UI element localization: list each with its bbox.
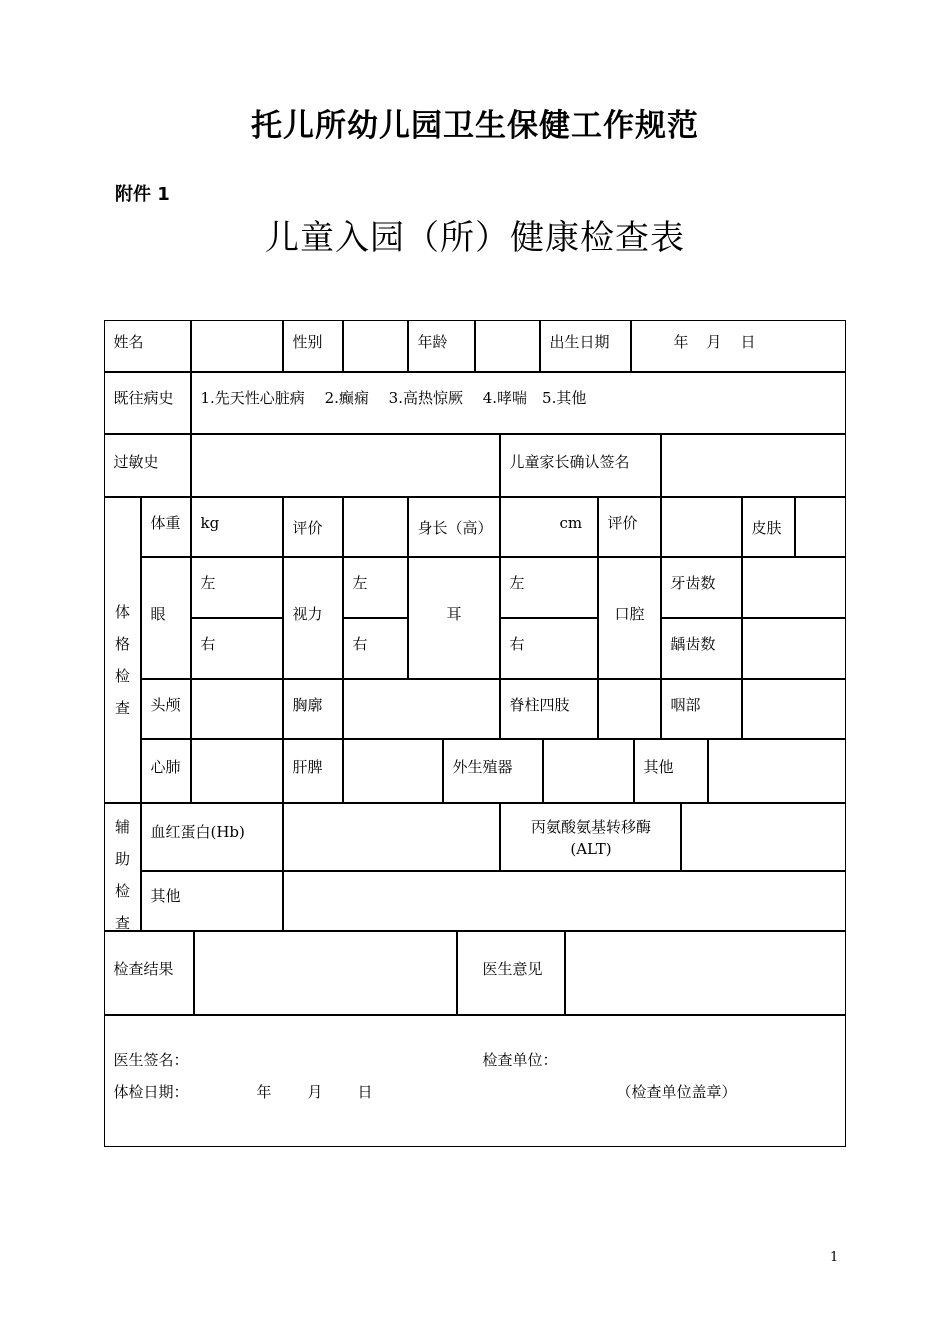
teeth-label: 牙齿数 — [670, 573, 716, 592]
ear-left-label: 左 — [509, 573, 525, 592]
exam-date-label: 体检日期： — [113, 1082, 189, 1101]
gender-field[interactable] — [343, 320, 408, 372]
eval2-label: 评价 — [607, 513, 638, 532]
eval1-label: 评价 — [292, 518, 323, 537]
heart-lung-label: 心肺 — [150, 757, 181, 776]
document-title: 托儿所幼儿园卫生保健工作规范 — [251, 108, 699, 144]
alt-abbr: (ALT) — [570, 839, 612, 858]
ear-label-cell — [408, 557, 500, 679]
vision-label: 视力 — [292, 604, 323, 623]
eye-label: 眼 — [150, 604, 166, 623]
doctor-sign-label: 医生签名： — [113, 1050, 189, 1069]
ear-right-field[interactable] — [500, 618, 598, 679]
vision-left-label: 左 — [352, 573, 368, 592]
pharynx-label-cell — [661, 679, 742, 739]
spine-field[interactable] — [598, 679, 661, 739]
pharynx-label: 咽部 — [670, 695, 701, 714]
history-label: 既往病史 — [113, 388, 174, 407]
hb-label-cell — [141, 803, 283, 871]
result-label: 检查结果 — [113, 959, 174, 978]
height-label-cell — [408, 497, 500, 557]
auxiliary-section-label: 辅助检查 — [114, 817, 130, 932]
stamp-note: （检查单位盖章） — [616, 1082, 737, 1101]
eye-left-field[interactable] — [191, 557, 283, 618]
other-label-cell — [634, 739, 708, 803]
opinion-label: 医生意见 — [482, 959, 543, 978]
head-label: 头颅 — [150, 695, 181, 714]
aux-other-field[interactable] — [283, 871, 846, 931]
height-label: 身长（高） — [417, 518, 493, 537]
weight-label: 体重 — [150, 513, 181, 532]
allergy-label: 过敏史 — [113, 452, 159, 471]
name-label-cell — [104, 320, 191, 372]
heart-lung-field[interactable] — [191, 739, 283, 803]
exam-unit-label: 检查单位： — [482, 1050, 558, 1069]
history-label-cell — [104, 372, 191, 434]
alt-label: 丙氨酸氨基转移酶 — [530, 817, 651, 836]
caries-label-cell — [661, 618, 742, 679]
opinion-field[interactable] — [565, 931, 846, 1015]
weight-label-cell — [141, 497, 191, 557]
form-title: 儿童入园（所）健康检查表 — [265, 218, 685, 258]
exam-date-day: 日 — [357, 1082, 373, 1101]
physical-section-label-cell — [104, 497, 141, 803]
spine-label-cell — [500, 679, 598, 739]
spine-label: 脊柱四肢 — [509, 695, 570, 714]
alt-label-cell — [500, 803, 681, 871]
exam-date-year: 年 — [256, 1082, 272, 1101]
birth-date-label: 出生日期 — [549, 332, 610, 351]
eye-label-cell — [141, 557, 191, 679]
heart-lung-label-cell — [141, 739, 191, 803]
parent-sign-label: 儿童家长确认签名 — [509, 452, 630, 471]
ear-right-label: 右 — [509, 634, 525, 653]
hb-label: 血红蛋白(Hb) — [150, 822, 245, 841]
birth-label-cell — [540, 320, 631, 372]
eval1-label-cell — [283, 497, 343, 557]
caries-label: 龋齿数 — [670, 634, 716, 653]
alt-field[interactable] — [681, 803, 846, 871]
auxiliary-section-label-cell — [104, 803, 141, 931]
health-check-form — [104, 320, 846, 1147]
oral-label-cell — [598, 557, 661, 679]
head-label-cell — [141, 679, 191, 739]
footer-cell — [104, 1015, 846, 1147]
eye-left-label: 左 — [200, 573, 216, 592]
result-field[interactable] — [194, 931, 457, 1015]
birth-date-field[interactable] — [631, 320, 846, 372]
gender-label-cell — [283, 320, 343, 372]
age-field[interactable] — [475, 320, 540, 372]
birth-day-label: 日 — [740, 332, 756, 351]
vision-left-field[interactable] — [343, 557, 408, 618]
physical-section-label: 体格检查 — [114, 602, 130, 717]
liver-spleen-field[interactable] — [343, 739, 443, 803]
ear-left-field[interactable] — [500, 557, 598, 618]
eye-right-field[interactable] — [191, 618, 283, 679]
weight-unit: kg — [200, 513, 220, 532]
parent-sign-label-cell — [500, 434, 661, 497]
vision-right-field[interactable] — [343, 618, 408, 679]
age-label-cell — [408, 320, 475, 372]
hb-field[interactable] — [283, 803, 500, 871]
vision-right-label: 右 — [352, 634, 368, 653]
age-label: 年龄 — [417, 332, 448, 351]
genital-label: 外生殖器 — [452, 757, 513, 776]
height-unit: cm — [559, 513, 583, 532]
weight-field[interactable] — [191, 497, 283, 557]
birth-month-label: 月 — [706, 332, 722, 351]
birth-year-label: 年 — [673, 332, 689, 351]
exam-date-month: 月 — [307, 1082, 323, 1101]
genital-label-cell — [443, 739, 543, 803]
eval1-field[interactable] — [343, 497, 408, 557]
liver-spleen-label: 肝脾 — [292, 757, 323, 776]
vision-label-cell — [283, 557, 343, 679]
history-options: 1.先天性心脏病 2.癫痫 3.高热惊厥 4.哮喘 5.其他 — [200, 388, 587, 407]
opinion-label-cell — [457, 931, 565, 1015]
other-physical-field[interactable] — [708, 739, 846, 803]
height-field[interactable] — [500, 497, 598, 557]
allergy-label-cell — [104, 434, 191, 497]
ear-label: 耳 — [446, 604, 462, 623]
aux-other-label-cell — [141, 871, 283, 931]
result-label-cell — [104, 931, 194, 1015]
teeth-label-cell — [661, 557, 742, 618]
allergy-field[interactable] — [191, 434, 500, 497]
aux-other-label: 其他 — [150, 886, 181, 905]
gender-label: 性别 — [292, 332, 323, 351]
genital-field[interactable] — [543, 739, 634, 803]
parent-sign-field[interactable] — [661, 434, 846, 497]
name-label: 姓名 — [113, 332, 144, 351]
chest-label: 胸廓 — [292, 695, 323, 714]
eval2-label-cell — [598, 497, 661, 557]
attachment-label: 附件 1 — [115, 184, 170, 205]
skin-field[interactable] — [795, 497, 846, 557]
history-options-cell[interactable] — [191, 372, 846, 434]
caries-field[interactable] — [742, 618, 846, 679]
chest-label-cell — [283, 679, 343, 739]
skin-label-cell — [742, 497, 795, 557]
page-number: 1 — [830, 1250, 839, 1265]
name-field[interactable] — [191, 320, 283, 372]
liver-spleen-label-cell — [283, 739, 343, 803]
teeth-field[interactable] — [742, 557, 846, 618]
chest-field[interactable] — [343, 679, 500, 739]
head-field[interactable] — [191, 679, 283, 739]
eye-right-label: 右 — [200, 634, 216, 653]
eval2-field[interactable] — [661, 497, 742, 557]
skin-label: 皮肤 — [751, 518, 782, 537]
other-physical-label: 其他 — [643, 757, 674, 776]
pharynx-field[interactable] — [742, 679, 846, 739]
oral-label: 口腔 — [614, 604, 645, 623]
